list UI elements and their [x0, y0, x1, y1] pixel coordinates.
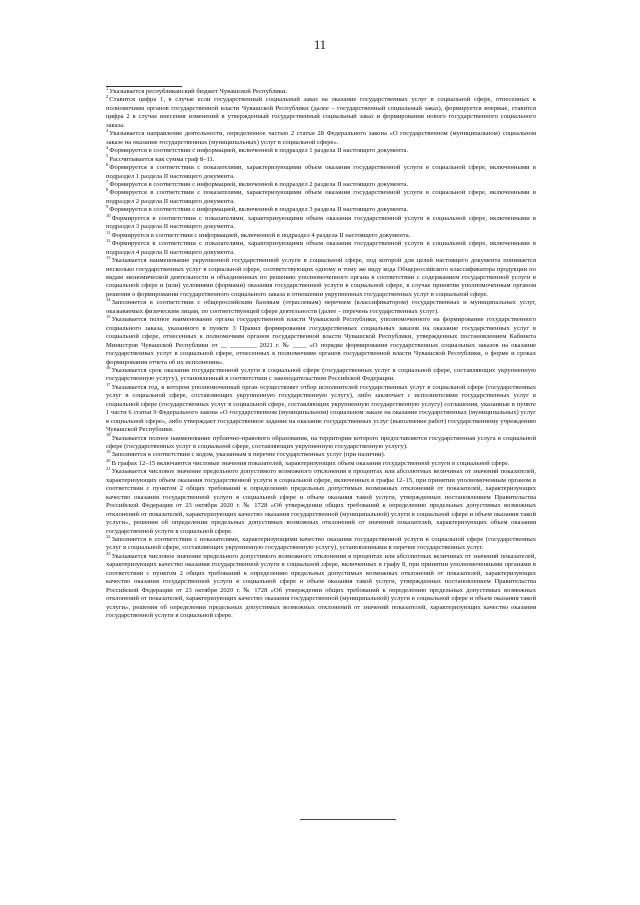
- footnote-number: 1: [106, 85, 109, 91]
- footnote-text: Указывается полное наименование органа государственной власти Чувашской Республики, уполномоченного на формирование государственного социального заказа, указанного в пункте 3 Правил формирования государственных социальных заказов на оказание государственных услуг в социальной сфере, отнесенных к полномочиям органов государственной власти Чувашской Республики, утвержденных постановлением Кабинета Министров Чувашской Республики от __ ________ 2021 г. № ____ «О порядке формирования государственных социальных заказов на оказание государственных услуг в социальной сфере, отнесенных к полномочиям органов государственной власти Чувашской Республики, о форме и сроках формирования отчета об их исполнении».: [106, 316, 536, 366]
- footnote: [106, 364, 536, 384]
- footnote: [106, 254, 536, 299]
- footnote-text: Заполняется в соответствии с кодом, указанным в перечне государственных услуг (при наличии).: [111, 451, 386, 459]
- footnote: [106, 144, 536, 155]
- footnote-text: Указывается полное наименование публично-правового образования, на территории которого предоставляется государственная услуга в социальной сфере (государственных услуг в социальной сфере, составляющих укрупненную государственную услугу).: [106, 434, 536, 451]
- footnote-number: 3: [106, 128, 109, 134]
- footnote-number: 18: [106, 432, 111, 438]
- footnote: [106, 299, 536, 316]
- footnote: [106, 316, 536, 367]
- footnote-number: 15: [106, 314, 111, 320]
- footnote-number: 7: [106, 178, 109, 184]
- footnote: [106, 550, 536, 621]
- footnote-text: Указывается республиканский бюджет Чувашской Республики.: [109, 88, 288, 95]
- footnote-number: 10: [106, 212, 111, 218]
- footnote-number: 2: [106, 94, 109, 100]
- footnote-text: Рассчитывается как сумма граф 8–11.: [109, 155, 215, 163]
- footnote-text: Формируется в соответствии с показателями, характеризующими объем оказания государственной услуги в социальной сфере, включенными в подраздел 2 раздела II настоящего документа.: [106, 189, 536, 205]
- footnote-text: Формируется в соответствии с показателями, характеризующими объем оказания государственной услуги в социальной сфере, включенными в подраздел 1 раздела II настоящего документа.: [106, 164, 536, 180]
- footnote-number: 14: [106, 297, 111, 303]
- footnote: [106, 161, 536, 181]
- footnote-number: 20: [106, 457, 111, 463]
- footnote: [106, 237, 536, 257]
- footnote: [106, 451, 536, 459]
- footnote: [106, 130, 536, 147]
- footnote: [106, 381, 536, 438]
- footnote-text: Формируется в соответствии с информацией, включенной в подраздел 1 раздела II настоящего документа.: [109, 147, 409, 155]
- page-number: 11: [313, 38, 327, 52]
- footnote: [106, 229, 536, 240]
- footnote-number: 22: [106, 533, 111, 539]
- footnote-text: Указывается год, в котором уполномоченный орган осуществляет отбор исполнителей государственных услуг в социальной сфере (государственных услуг в социальной сфере, составляющих укрупненную государственную услугу), либо заключает с исполнителями государственных услуг в социальной сфере (государственных услуг в социальной сфере, составляющих укрупненную государственную услугу) соглашения, указанные в пункте 1 части 6 статьи 9 Федерального закона «О государственном (муниципальном) социальном заказе на оказание государственных (муниципальных) услуг в социальной сфере», либо утверждает государственное задание на оказание государственных услуг (выполнение работ) государственному учреждению Чувашской Республики.: [106, 383, 536, 434]
- footnote-text: Указывается срок оказания государственной услуги в социальной сфере (государственных услуг в социальной сфере, составляющих укрупненную государственную услугу), установленный в соответствии с законодательством Российской Федерации.: [106, 366, 536, 383]
- footnote-number: 9: [106, 204, 109, 210]
- footnotes-list: [106, 85, 536, 621]
- footnote-text: Заполняется в соответствии с показателями, характеризующими качество оказания государственной услуги в социальной сфере (государственных услуг в социальной сфере, составляющих укрупненную государственную услугу), установленными в перечне государственных услуг.: [106, 536, 536, 552]
- footnote-number: 23: [106, 550, 111, 556]
- footnote-number: 8: [106, 187, 109, 193]
- footnote-number: 12: [106, 237, 111, 243]
- footnote-text: Заполняется в соответствии с общероссийским базовым (отраслевым) перечнем (классификатором) государственных и муниципальных услуг, оказываемых физическим лицам, по соответствующей сфере деятельности (далее – перечень государственных услуг).: [106, 299, 536, 315]
- footnote: [106, 206, 536, 214]
- footnote-number: 6: [106, 161, 109, 167]
- footnote-text: Формируется в соответствии с показателями, характеризующими объем оказания государственной услуги в социальной сфере, включенными в подраздел 3 раздела II настоящего документа.: [106, 214, 536, 231]
- footnote-number: 17: [106, 381, 111, 387]
- footnote-text: Формируется в соответствии с информацией, включенной в подраздел 2 раздела II настоящего документа.: [109, 180, 409, 188]
- footnote-number: 13: [106, 254, 111, 260]
- footnote-text: Ставится цифра 1, в случае если государственный социальный заказ на оказание государственных услуг в социальной сфере, отнесенных к полномочиям органов государственной власти Чувашской Республики (далее – государственный социальный заказ), формируется впервые, ставится цифра 2 в случае внесения изменений в утвержденный государственный социальный заказ и формирования нового государственного социального заказа.: [106, 96, 536, 129]
- footnote-number: 4: [106, 144, 109, 150]
- footnote-number: 19: [106, 449, 111, 455]
- footnote-text: Формируется в соответствии с информацией, включенной в подраздел 4 раздела II настоящего документа.: [111, 231, 411, 239]
- footnote: [106, 153, 536, 164]
- footnote-text: Указывается наименование укрупненной государственной услуги в социальной сфере, под которой для целей настоящего документа понимается несколько государственных услуг в социальной сфере, соответствующих одному и тому же виду кода Общероссийского классификатора продукции по видам экономической деятельности и объединенных по решению уполномоченного органа в соответствии с содержанием государственной услуги в социальной сфере и (или) условиями (формами) оказания государственной услуги в социальной сфере, в случае принятия уполномоченным органом решения о формировании государственного социального заказа в отношении укрупненных государственных услуг в социальной сфере.: [106, 257, 536, 298]
- footnote-text: Формируется в соответствии с информацией, включенной в подраздел 3 раздела II настоящего документа.: [109, 206, 409, 214]
- footnote-text: В графах 12–15 включаются числовые значения показателей, характеризующих объем оказания государственной услуги в социальной сфере.: [111, 459, 510, 467]
- footnote-number: 11: [106, 229, 111, 235]
- footnote: [106, 96, 536, 130]
- footnote-number: 16: [106, 364, 111, 370]
- footnote-text: Указывается числовое значение предельного допустимого возможного отклонения в процентах или абсолютных величинах от значений показателей, характеризующих объем оказания государственной услуги в социальной сфере, включенных в графы 12–15, при принятии уполномоченным органом в соответствии с пунктом 2 общих требований к определению предельных допустимых возможных отклонений от показателей, характеризующих качество оказания государственной услуги в социальной сфере и объем оказания такой услуги, утвержденных постановлением Правительства Российской Федерации от 23 октября 2020 г. № 1728 «Об утверждении общих требований к определению предельных допустимых возможных отклонений от показателей, характеризующих качество оказания государственной (муниципальной) услуги в социальной сфере и объем оказания такой услуги», решения об определении предельных допустимых возможных отклонений от значений показателей, характеризующих объем оказания государственной услуги в социальной сфере.: [106, 468, 536, 535]
- footnote-separator: [106, 86, 182, 87]
- footnote-number: 5: [106, 153, 109, 159]
- footnote-text: Формируется в соответствии с показателями, характеризующими объем оказания государственной услуги в социальной сфере, включенными в подраздел 4 раздела II настоящего документа.: [106, 240, 536, 256]
- footnote: [106, 212, 536, 232]
- footnote: [106, 189, 536, 206]
- end-rule: [300, 819, 396, 820]
- footnote-text: Указывается числовое значение предельного допустимого возможного отклонения в процентах или абсолютных величинах от значений показателей, характеризующих качество оказания государственной услуги в социальной сфере, включенных в графу 8, при принятии уполномоченными органами в соответствии с пунктом 2 общих требований к определению предельных допустимых возможных отклонений от показателей, характеризующих качество оказания государственной услуги в социальной сфере и объем оказания такой услуги, утвержденных постановлением Правительства Российской Федерации от 23 октября 2020 г. № 1728 «Об утверждении общих требований к определению предельных допустимых возможных отклонений от показателей, характеризующих качество оказания государственной (муниципальной) услуги в социальной сфере и объем оказания такой услуги», решения об определении предельных допустимых возможных отклонений от значений показателей, характеризующих качество оказания государственной услуги в социальной сфере.: [106, 552, 536, 620]
- footnote-text: Указывается направление деятельности, определенное частью 2 статьи 28 Федерального закона «О государственном (муниципальном) социальном заказе на оказание государственных (муниципальных) услуг в социальной сфере».: [106, 130, 536, 146]
- footnote: [106, 533, 536, 553]
- footnote: [106, 468, 536, 536]
- footnote-number: 21: [106, 466, 111, 472]
